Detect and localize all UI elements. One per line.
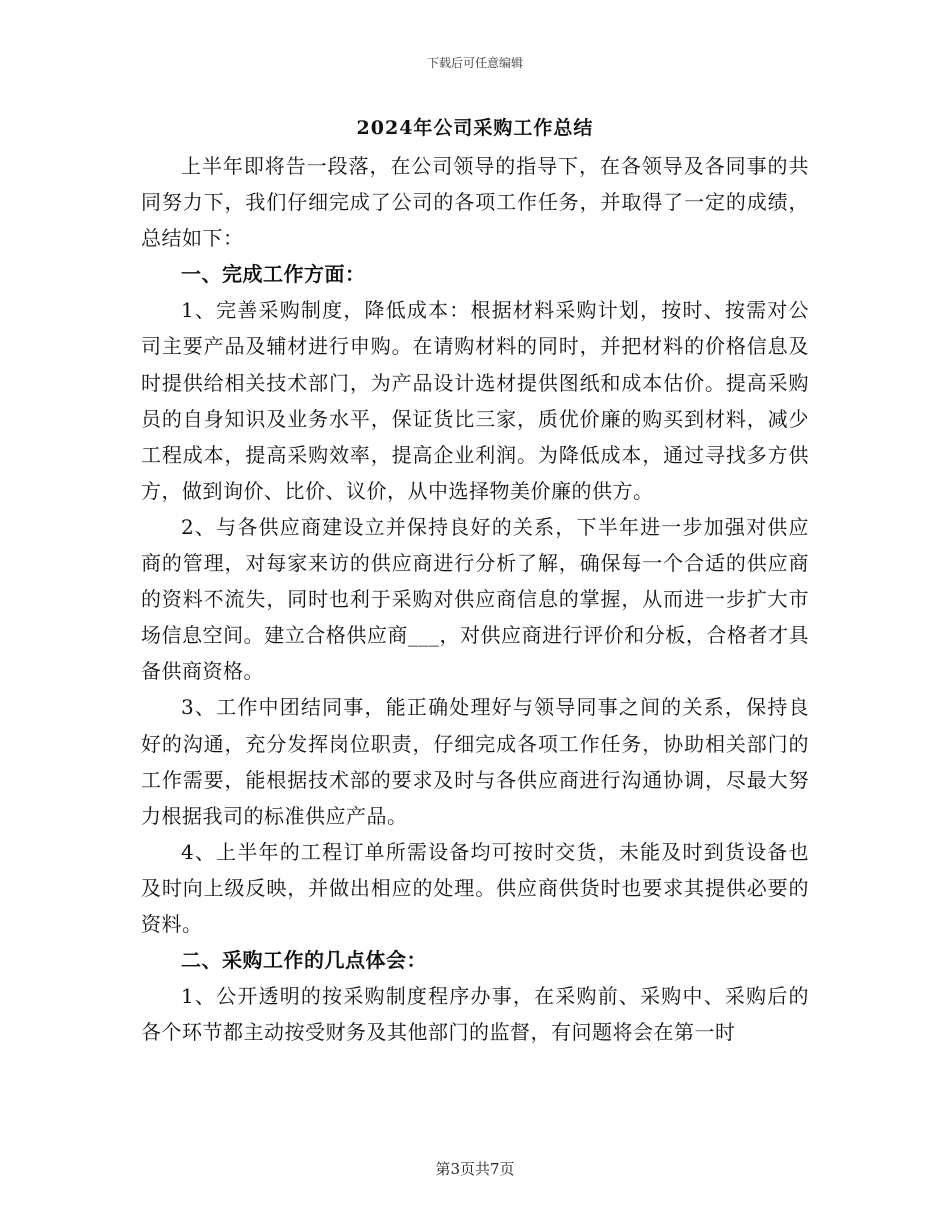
paragraph-2-1: 1、公开透明的按采购制度程序办事，在采购前、采购中、采购后的各个环节都主动按受财务及其他部门的监督，有问题将会在第一时 <box>141 984 809 1045</box>
paragraph-1-2: 2、与各供应商建设立并保持良好的关系，下半年进一步加强对供应商的管理，对每家来访的供应商进行分析了解，确保每一个合适的供应商的资料不流失，同时也利于采购对供应商信息的掌握，从而进一步扩大市场信息空间。建立合格供应商___，对供应商进行评价和分板，合格者才具备供商资格。 <box>141 514 809 684</box>
paragraph-1-1: 1、完善采购制度，降低成本：根据材料采购计划，按时、按需对公司主要产品及辅材进行申购。在请购材料的同时，并把材料的价格信息及时提供给相关技术部门，为产品设计选材提供图纸和成本估价。提高采购员的自身知识及业务水平，保证货比三家，质优价廉的购买到材料，减少工程成本，提高采购效率，提高企业利润。为降低成本，通过寻找多方供方，做到询价、比价、议价，从中选择物美价廉的供方。 <box>141 298 809 503</box>
section-heading-2: 二、采购工作的几点体会： <box>181 948 427 973</box>
intro-paragraph: 上半年即将告一段落，在公司领导的指导下，在各领导及各同事的共同努力下，我们仔细完成了公司的各项工作任务，并取得了一定的成绩，总结如下： <box>141 154 809 251</box>
paragraph-1-3: 3、工作中团结同事，能正确处理好与领导同事之间的关系，保持良好的沟通，充分发挥岗位职责，仔细完成各项工作任务，协助相关部门的工作需要，能根据技术部的要求及时与各供应商进行沟通协调，尽最大努力根据我司的标准供应产品。 <box>141 695 809 828</box>
document-title: 2024年公司采购工作总结 <box>356 117 594 139</box>
section-heading-1: 一、完成工作方面： <box>181 262 366 287</box>
document-body <box>141 148 809 1050</box>
paragraph-1-4: 4、上半年的工程订单所需设备均可按时交货，未能及时到货设备也及时向上级反映，并做出相应的处理。供应商供货时也要求其提供必要的资料。 <box>141 839 809 936</box>
page-number-footer: 第3页共7页 <box>435 1160 515 1178</box>
header-note: 下载后可任意编辑 <box>426 56 523 70</box>
